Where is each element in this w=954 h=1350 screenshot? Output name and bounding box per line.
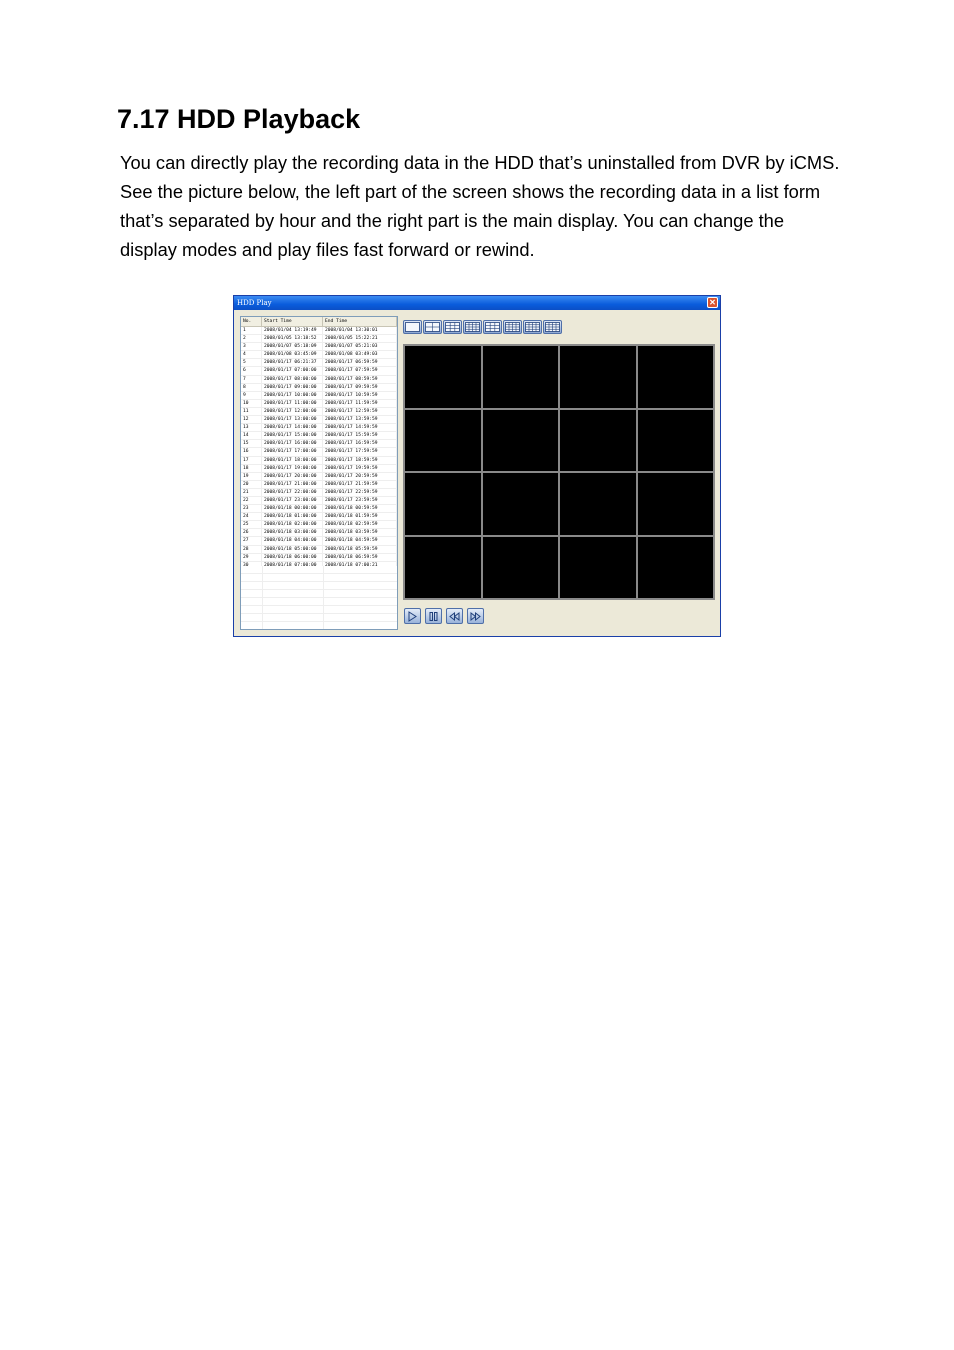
cell-start-time: 2008/01/17 10:00:00 bbox=[262, 392, 323, 399]
cell-no: 25 bbox=[241, 521, 262, 528]
fast-forward-icon bbox=[470, 611, 481, 622]
cell-no: 22 bbox=[241, 497, 262, 504]
cell-no: 14 bbox=[241, 432, 262, 439]
display-mode-button[interactable] bbox=[503, 320, 522, 334]
table-row[interactable] bbox=[241, 440, 397, 448]
cell-start-time: 2008/01/18 03:00:00 bbox=[262, 529, 323, 536]
cell-start-time: 2008/01/08 03:45:09 bbox=[262, 351, 323, 358]
video-tile[interactable] bbox=[638, 346, 714, 408]
cell-start-time: 2008/01/17 06:21:37 bbox=[262, 359, 323, 366]
close-button[interactable] bbox=[707, 297, 718, 308]
cell-start-time: 2008/01/17 16:00:00 bbox=[262, 440, 323, 447]
rewind-icon bbox=[449, 611, 460, 622]
cell-end-time: 2008/01/17 12:59:59 bbox=[323, 408, 397, 415]
cell-no: 26 bbox=[241, 529, 262, 536]
table-row[interactable] bbox=[241, 521, 397, 529]
cell-no: 5 bbox=[241, 359, 262, 366]
cell-end-time: 2008/01/18 02:59:59 bbox=[323, 521, 397, 528]
cell-end-time: 2008/01/08 03:49:03 bbox=[323, 351, 397, 358]
video-tile[interactable] bbox=[638, 410, 714, 472]
cell-end-time: 2008/01/17 13:59:59 bbox=[323, 416, 397, 423]
cell-no: 24 bbox=[241, 513, 262, 520]
paragraph-line: See the picture below, the left part of the screen shows the recording data in a list form bbox=[120, 181, 821, 202]
table-row[interactable] bbox=[241, 554, 397, 562]
table-row[interactable] bbox=[241, 448, 397, 456]
video-tile[interactable] bbox=[405, 537, 481, 599]
table-row[interactable] bbox=[241, 424, 397, 432]
cell-no: 7 bbox=[241, 376, 262, 383]
table-row[interactable] bbox=[241, 416, 397, 424]
cell-end-time: 2008/01/18 01:59:59 bbox=[323, 513, 397, 520]
cell-no: 23 bbox=[241, 505, 262, 512]
cell-start-time: 2008/01/17 12:00:00 bbox=[262, 408, 323, 415]
cell-start-time: 2008/01/17 08:00:00 bbox=[262, 376, 323, 383]
window-titlebar[interactable] bbox=[234, 296, 720, 310]
cell-end-time: 2008/01/17 09:59:59 bbox=[323, 384, 397, 391]
column-header-end-time[interactable]: End Time bbox=[323, 317, 397, 326]
table-row[interactable] bbox=[241, 359, 397, 367]
cell-start-time: 2008/01/18 02:00:00 bbox=[262, 521, 323, 528]
cell-start-time: 2008/01/05 13:18:52 bbox=[262, 335, 323, 342]
cell-no: 18 bbox=[241, 465, 262, 472]
video-tile[interactable] bbox=[560, 473, 636, 535]
table-row[interactable] bbox=[241, 343, 397, 351]
cell-end-time: 2008/01/17 08:59:59 bbox=[323, 376, 397, 383]
cell-end-time: 2008/01/17 14:59:59 bbox=[323, 424, 397, 431]
intro-paragraph bbox=[120, 148, 900, 264]
table-row[interactable] bbox=[241, 457, 397, 465]
cell-start-time: 2008/01/17 14:00:00 bbox=[262, 424, 323, 431]
cell-start-time: 2008/01/18 01:00:00 bbox=[262, 513, 323, 520]
cell-start-time: 2008/01/17 07:00:00 bbox=[262, 367, 323, 374]
cell-no: 8 bbox=[241, 384, 262, 391]
table-row[interactable] bbox=[241, 327, 397, 335]
cell-end-time: 2008/01/17 17:59:59 bbox=[323, 448, 397, 455]
table-row[interactable] bbox=[241, 546, 397, 554]
table-row[interactable] bbox=[241, 529, 397, 537]
display-mode-button[interactable] bbox=[423, 320, 442, 334]
cell-no: 1 bbox=[241, 327, 262, 334]
table-row[interactable] bbox=[241, 489, 397, 497]
list-header bbox=[241, 317, 397, 327]
cell-no: 2 bbox=[241, 335, 262, 342]
window-title: HDD Play bbox=[237, 299, 272, 307]
cell-no: 29 bbox=[241, 554, 262, 561]
cell-no: 17 bbox=[241, 457, 262, 464]
table-row[interactable] bbox=[241, 400, 397, 408]
cell-start-time: 2008/01/18 05:00:00 bbox=[262, 546, 323, 553]
layout-16-icon bbox=[465, 322, 480, 332]
cell-end-time: 2008/01/18 03:59:59 bbox=[323, 529, 397, 536]
cell-no: 9 bbox=[241, 392, 262, 399]
cell-no: 20 bbox=[241, 481, 262, 488]
column-header-start-time[interactable]: Start Time bbox=[262, 317, 323, 326]
cell-start-time: 2008/01/17 18:00:00 bbox=[262, 457, 323, 464]
layout-8-icon bbox=[505, 322, 520, 332]
cell-no: 19 bbox=[241, 473, 262, 480]
cell-no: 16 bbox=[241, 448, 262, 455]
table-row[interactable] bbox=[241, 473, 397, 481]
video-tile[interactable] bbox=[405, 410, 481, 472]
list-rows bbox=[241, 327, 397, 570]
cell-end-time: 2008/01/18 06:59:59 bbox=[323, 554, 397, 561]
video-tile[interactable] bbox=[560, 537, 636, 599]
hdd-play-window bbox=[233, 295, 721, 637]
cell-end-time: 2008/01/17 18:59:59 bbox=[323, 457, 397, 464]
cell-start-time: 2008/01/17 09:00:00 bbox=[262, 384, 323, 391]
video-tile[interactable] bbox=[638, 473, 714, 535]
video-tile[interactable] bbox=[638, 537, 714, 599]
list-gridline bbox=[262, 566, 263, 629]
cell-start-time: 2008/01/17 13:00:00 bbox=[262, 416, 323, 423]
cell-end-time: 2008/01/17 10:59:59 bbox=[323, 392, 397, 399]
video-display-grid bbox=[403, 344, 715, 600]
table-row[interactable] bbox=[241, 505, 397, 513]
table-row[interactable] bbox=[241, 408, 397, 416]
video-tile[interactable] bbox=[405, 473, 481, 535]
column-header-no[interactable]: No. bbox=[241, 317, 262, 326]
layout-6-icon bbox=[485, 322, 500, 332]
cell-no: 15 bbox=[241, 440, 262, 447]
cell-start-time: 2008/01/18 00:00:00 bbox=[262, 505, 323, 512]
display-mode-button[interactable] bbox=[523, 320, 542, 334]
display-mode-button[interactable] bbox=[463, 320, 482, 334]
cell-end-time: 2008/01/05 15:22:21 bbox=[323, 335, 397, 342]
pause-icon bbox=[428, 611, 439, 622]
cell-no: 27 bbox=[241, 537, 262, 544]
cell-end-time: 2008/01/17 19:59:59 bbox=[323, 465, 397, 472]
layout-13-icon bbox=[545, 322, 560, 332]
video-tile[interactable] bbox=[483, 473, 559, 535]
cell-no: 6 bbox=[241, 367, 262, 374]
list-gridline bbox=[323, 566, 324, 629]
video-tile[interactable] bbox=[483, 537, 559, 599]
cell-start-time: 2008/01/17 21:00:00 bbox=[262, 481, 323, 488]
table-row[interactable] bbox=[241, 384, 397, 392]
cell-start-time: 2008/01/17 19:00:00 bbox=[262, 465, 323, 472]
cell-no: 21 bbox=[241, 489, 262, 496]
paragraph-line: that’s separated by hour and the right part is the main display. You can change the bbox=[120, 210, 784, 231]
cell-start-time: 2008/01/18 04:00:00 bbox=[262, 537, 323, 544]
rewind-button[interactable] bbox=[446, 608, 463, 624]
cell-start-time: 2008/01/17 17:00:00 bbox=[262, 448, 323, 455]
table-row[interactable] bbox=[241, 351, 397, 359]
table-row[interactable] bbox=[241, 432, 397, 440]
cell-no: 4 bbox=[241, 351, 262, 358]
cell-end-time: 2008/01/17 07:59:59 bbox=[323, 367, 397, 374]
table-row[interactable] bbox=[241, 335, 397, 343]
display-mode-button[interactable] bbox=[443, 320, 462, 334]
cell-end-time: 2008/01/18 00:59:59 bbox=[323, 505, 397, 512]
video-tile[interactable] bbox=[560, 410, 636, 472]
video-tile[interactable] bbox=[560, 346, 636, 408]
cell-end-time: 2008/01/18 05:59:59 bbox=[323, 546, 397, 553]
table-row[interactable] bbox=[241, 537, 397, 545]
table-row[interactable] bbox=[241, 376, 397, 384]
video-tile[interactable] bbox=[483, 346, 559, 408]
section-heading: 7.17 HDD Playback bbox=[117, 104, 361, 134]
cell-no: 11 bbox=[241, 408, 262, 415]
cell-end-time: 2008/01/07 05:21:03 bbox=[323, 343, 397, 350]
cell-end-time: 2008/01/17 22:59:59 bbox=[323, 489, 397, 496]
pause-button[interactable] bbox=[425, 608, 442, 624]
cell-no: 13 bbox=[241, 424, 262, 431]
list-empty-area bbox=[241, 566, 397, 629]
cell-end-time: 2008/01/18 04:59:59 bbox=[323, 537, 397, 544]
cell-end-time: 2008/01/17 11:59:59 bbox=[323, 400, 397, 407]
table-row[interactable] bbox=[241, 392, 397, 400]
cell-start-time: 2008/01/17 22:00:00 bbox=[262, 489, 323, 496]
cell-start-time: 2008/01/07 05:18:09 bbox=[262, 343, 323, 350]
layout-9-icon bbox=[445, 322, 460, 332]
cell-end-time: 2008/01/04 13:30:01 bbox=[323, 327, 397, 334]
cell-no: 3 bbox=[241, 343, 262, 350]
layout-10-icon bbox=[525, 322, 540, 332]
cell-end-time: 2008/01/17 21:59:59 bbox=[323, 481, 397, 488]
cell-no: 28 bbox=[241, 546, 262, 553]
cell-end-time: 2008/01/17 15:59:59 bbox=[323, 432, 397, 439]
layout-1-icon bbox=[405, 322, 420, 332]
play-icon bbox=[407, 611, 418, 622]
cell-end-time: 2008/01/17 16:59:59 bbox=[323, 440, 397, 447]
display-mode-button[interactable] bbox=[483, 320, 502, 334]
display-mode-button[interactable] bbox=[543, 320, 562, 334]
paragraph-line: display modes and play files fast forward or rewind. bbox=[120, 239, 535, 260]
cell-start-time: 2008/01/04 13:19:49 bbox=[262, 327, 323, 334]
paragraph-line: You can directly play the recording data in the HDD that’s uninstalled from DVR by iCMS. bbox=[120, 152, 840, 173]
layout-4-icon bbox=[425, 322, 440, 332]
table-row[interactable] bbox=[241, 465, 397, 473]
playback-controls bbox=[404, 608, 484, 624]
cell-end-time: 2008/01/17 06:59:59 bbox=[323, 359, 397, 366]
cell-start-time: 2008/01/17 20:00:00 bbox=[262, 473, 323, 480]
cell-start-time: 2008/01/17 11:00:00 bbox=[262, 400, 323, 407]
cell-end-time: 2008/01/17 23:59:59 bbox=[323, 497, 397, 504]
cell-no: 12 bbox=[241, 416, 262, 423]
cell-start-time: 2008/01/18 06:00:00 bbox=[262, 554, 323, 561]
cell-no: 10 bbox=[241, 400, 262, 407]
table-row[interactable] bbox=[241, 367, 397, 375]
video-tile[interactable] bbox=[483, 410, 559, 472]
display-mode-toolbar bbox=[403, 320, 562, 334]
cell-start-time: 2008/01/17 15:00:00 bbox=[262, 432, 323, 439]
recording-list[interactable] bbox=[240, 316, 398, 630]
close-icon: ✕ bbox=[709, 298, 716, 307]
display-mode-button[interactable] bbox=[403, 320, 422, 334]
table-row[interactable] bbox=[241, 481, 397, 489]
cell-end-time: 2008/01/17 20:59:59 bbox=[323, 473, 397, 480]
table-row[interactable] bbox=[241, 513, 397, 521]
cell-start-time: 2008/01/17 23:00:00 bbox=[262, 497, 323, 504]
play-button[interactable] bbox=[404, 608, 421, 624]
video-tile[interactable] bbox=[405, 346, 481, 408]
table-row[interactable] bbox=[241, 497, 397, 505]
fast-forward-button[interactable] bbox=[467, 608, 484, 624]
